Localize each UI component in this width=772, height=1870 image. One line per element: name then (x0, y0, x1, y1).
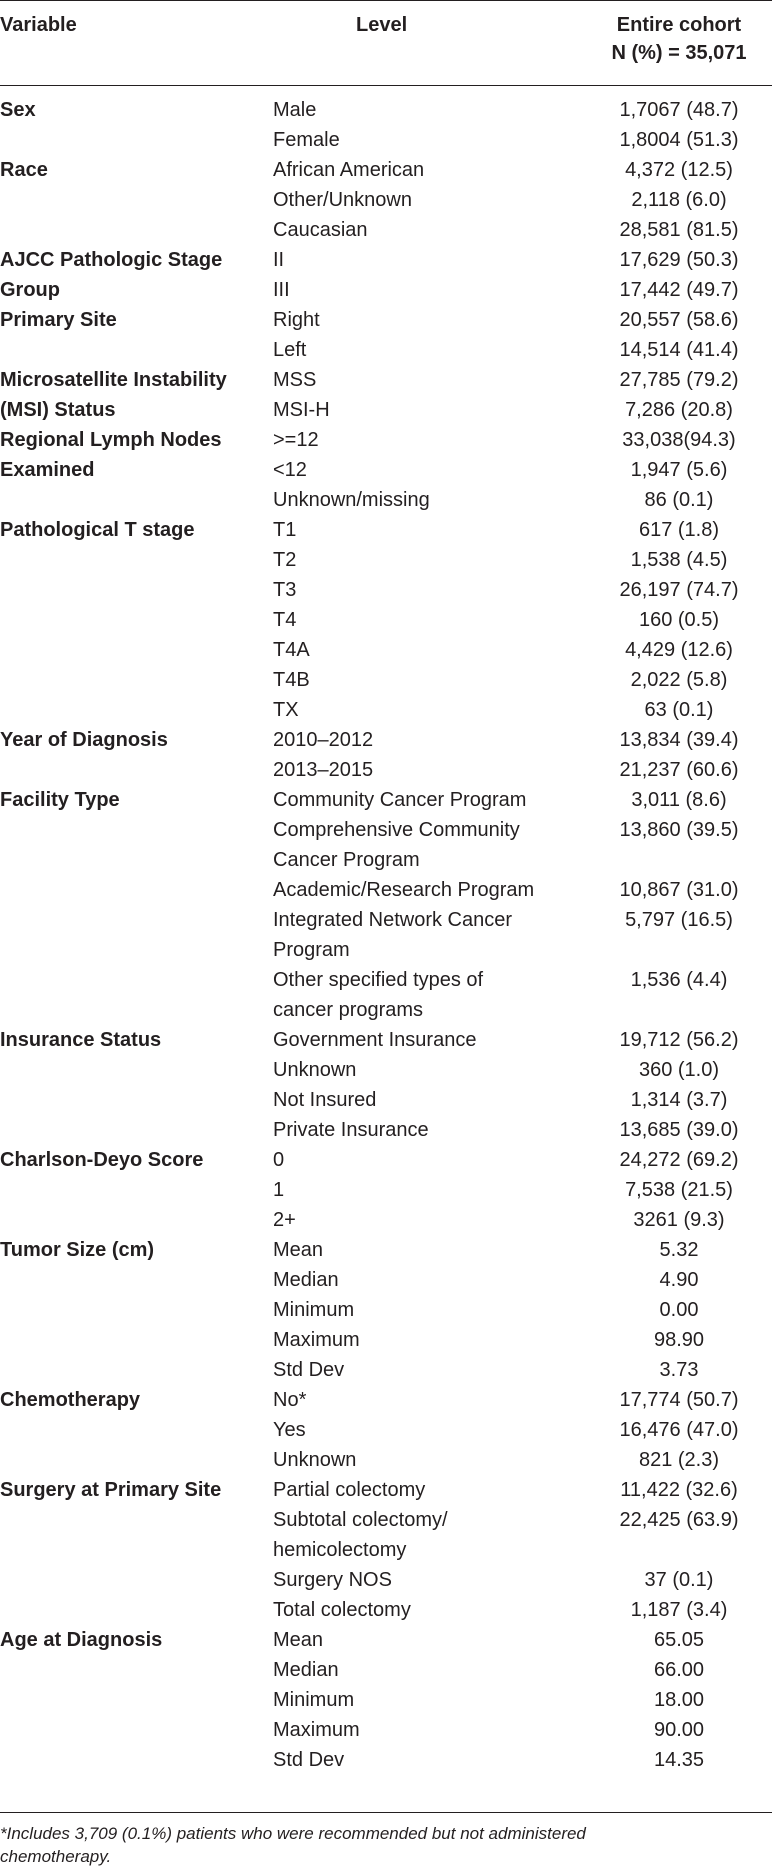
cohort-value-cell: 28,581 (81.5) (619, 219, 739, 241)
level-cell: Maximum (273, 1719, 360, 1741)
level-cell: Std Dev (273, 1359, 345, 1381)
level-cell: hemicolectomy (273, 1539, 407, 1561)
variable-label: Sex (0, 99, 36, 121)
level-cell: 2010–2012 (273, 729, 374, 751)
level-cell: MSI-H (273, 399, 330, 421)
cohort-value-cell: 16,476 (47.0) (619, 1419, 739, 1441)
cohort-value-cell: 26,197 (74.7) (619, 579, 739, 601)
level-cell: T3 (273, 579, 297, 601)
cohort-value-cell: 21,237 (60.6) (619, 759, 739, 781)
level-cell: Right (273, 309, 320, 331)
cohort-value-cell: 66.00 (653, 1659, 705, 1681)
level-cell: 2013–2015 (273, 759, 374, 781)
level-cell: Subtotal colectomy/ (273, 1509, 448, 1531)
bottom-rule (0, 1812, 772, 1813)
variable-label: Chemotherapy (0, 1389, 141, 1411)
cohort-value-cell: 7,286 (20.8) (625, 399, 733, 421)
level-cell: T4B (273, 669, 310, 691)
level-cell: Unknown/missing (273, 489, 430, 511)
cohort-value-cell: 27,785 (79.2) (619, 369, 739, 391)
cohort-value-cell: 821 (2.3) (638, 1449, 720, 1471)
variable-label: Regional Lymph Nodes (0, 429, 222, 451)
level-cell: Caucasian (273, 219, 368, 241)
level-cell: T2 (273, 549, 297, 571)
cohort-value-cell: 4.90 (659, 1269, 699, 1291)
level-cell: Yes (273, 1419, 306, 1441)
level-cell: III (273, 279, 290, 301)
variable-label: Primary Site (0, 309, 117, 331)
level-cell: Mean (273, 1629, 324, 1651)
level-cell: Std Dev (273, 1749, 345, 1771)
cohort-value-cell: 5.32 (659, 1239, 699, 1261)
footnote-line-2: chemotherapy. (0, 1847, 112, 1866)
cohort-value-cell: 90.00 (653, 1719, 705, 1741)
cohort-value-cell: 617 (1.8) (638, 519, 720, 541)
level-cell: Maximum (273, 1329, 360, 1351)
footnote-line-1: *Includes 3,709 (0.1%) patients who were recommended but not administered (0, 1824, 586, 1843)
cohort-value-cell: 360 (1.0) (638, 1059, 720, 1081)
variable-label: Microsatellite Instability (0, 369, 227, 391)
cohort-value-cell: 63 (0.1) (644, 699, 714, 721)
cohort-value-cell: 1,7067 (48.7) (619, 99, 739, 121)
cohort-value-cell: 86 (0.1) (644, 489, 714, 511)
level-cell: Program (273, 939, 350, 961)
level-cell: T1 (273, 519, 297, 541)
variable-label: Charlson-Deyo Score (0, 1149, 204, 1171)
cohort-value-cell: 18.00 (653, 1689, 705, 1711)
level-cell: Private Insurance (273, 1119, 429, 1141)
variable-label: Facility Type (0, 789, 120, 811)
cohort-value-cell: 17,629 (50.3) (619, 249, 739, 271)
cohort-value-cell: 2,022 (5.8) (630, 669, 728, 691)
level-cell: Academic/Research Program (273, 879, 535, 901)
variable-label: Examined (0, 459, 95, 481)
cohort-value-cell: 22,425 (63.9) (619, 1509, 739, 1531)
variable-label: Age at Diagnosis (0, 1629, 163, 1651)
level-cell: Surgery NOS (273, 1569, 392, 1591)
cohort-value-cell: 33,038(94.3) (622, 429, 736, 451)
cohort-value-cell: 10,867 (31.0) (619, 879, 739, 901)
cohort-value-cell: 3,011 (8.6) (631, 789, 727, 811)
level-cell: Not Insured (273, 1089, 377, 1111)
level-cell: Partial colectomy (273, 1479, 426, 1501)
cohort-value-cell: 5,797 (16.5) (625, 909, 733, 931)
level-cell: Other specified types of (273, 969, 484, 991)
cohort-value-cell: 160 (0.5) (638, 609, 720, 631)
level-cell: Minimum (273, 1299, 355, 1321)
level-cell: MSS (273, 369, 317, 391)
variable-label: Pathological T stage (0, 519, 195, 541)
cohort-value-cell: 17,774 (50.7) (619, 1389, 739, 1411)
variable-label: (MSI) Status (0, 399, 116, 421)
cohort-value-cell: 1,538 (4.5) (630, 549, 728, 571)
level-cell: Male (273, 99, 317, 121)
header-cohort-line2: N (%) = 35,071 (611, 42, 747, 64)
top-rule (0, 0, 772, 1)
cohort-value-cell: 14,514 (41.4) (619, 339, 739, 361)
variable-label: Race (0, 159, 48, 181)
level-cell: Unknown (273, 1449, 357, 1471)
level-cell: Government Insurance (273, 1029, 477, 1051)
cohort-value-cell: 1,187 (3.4) (630, 1599, 728, 1621)
cohort-value-cell: 14.35 (653, 1749, 705, 1771)
cohort-value-cell: 4,372 (12.5) (625, 159, 733, 181)
variable-label: AJCC Pathologic Stage (0, 249, 223, 271)
cohort-value-cell: 13,685 (39.0) (619, 1119, 739, 1141)
level-cell: >=12 (273, 429, 319, 451)
cohort-value-cell: 1,536 (4.4) (630, 969, 728, 991)
cohort-value-cell: 98.90 (653, 1329, 705, 1351)
header-level: Level (356, 14, 408, 36)
cohort-value-cell: 20,557 (58.6) (619, 309, 739, 331)
cohort-value-cell: 0.00 (659, 1299, 699, 1321)
header-variable: Variable (0, 14, 77, 36)
cohort-value-cell: 2,118 (6.0) (631, 189, 727, 211)
level-cell: Comprehensive Community (273, 819, 520, 841)
cohort-value-cell: 7,538 (21.5) (625, 1179, 733, 1201)
level-cell: Integrated Network Cancer (273, 909, 513, 931)
cohort-value-cell: 13,860 (39.5) (619, 819, 739, 841)
cohort-value-cell: 24,272 (69.2) (619, 1149, 739, 1171)
level-cell: 1 (273, 1179, 285, 1201)
variable-label: Group (0, 279, 60, 301)
level-cell: Total colectomy (273, 1599, 411, 1621)
cohort-value-cell: 37 (0.1) (644, 1569, 714, 1591)
level-cell: Cancer Program (273, 849, 420, 871)
cohort-value-cell: 19,712 (56.2) (619, 1029, 739, 1051)
level-cell: T4 (273, 609, 297, 631)
level-cell: Minimum (273, 1689, 355, 1711)
level-cell: 0 (273, 1149, 285, 1171)
cohort-value-cell: 13,834 (39.4) (619, 729, 739, 751)
level-cell: African American (273, 159, 425, 181)
level-cell: Left (273, 339, 307, 361)
level-cell: cancer programs (273, 999, 424, 1021)
variable-label: Insurance Status (0, 1029, 162, 1051)
level-cell: Unknown (273, 1059, 357, 1081)
cohort-value-cell: 1,8004 (51.3) (619, 129, 739, 151)
level-cell: <12 (273, 459, 307, 481)
level-cell: II (273, 249, 285, 271)
cohort-value-cell: 1,314 (3.7) (630, 1089, 728, 1111)
level-cell: Other/Unknown (273, 189, 412, 211)
variable-label: Surgery at Primary Site (0, 1479, 222, 1501)
cohort-value-cell: 17,442 (49.7) (619, 279, 739, 301)
level-cell: T4A (273, 639, 310, 661)
header-cohort-line1: Entire cohort (616, 14, 742, 36)
level-cell: Community Cancer Program (273, 789, 527, 811)
level-cell: Mean (273, 1239, 324, 1261)
cohort-value-cell: 1,947 (5.6) (630, 459, 728, 481)
level-cell: No* (273, 1389, 307, 1411)
cohort-value-cell: 4,429 (12.6) (625, 639, 733, 661)
cohort-value-cell: 3261 (9.3) (633, 1209, 725, 1231)
level-cell: Female (273, 129, 340, 151)
variable-label: Tumor Size (cm) (0, 1239, 155, 1261)
level-cell: TX (273, 699, 299, 721)
variable-label: Year of Diagnosis (0, 729, 168, 751)
cohort-value-cell: 3.73 (659, 1359, 699, 1381)
level-cell: Median (273, 1659, 339, 1681)
cohort-value-cell: 65.05 (653, 1629, 705, 1651)
cohort-value-cell: 11,422 (32.6) (620, 1479, 738, 1501)
level-cell: 2+ (273, 1209, 296, 1231)
header-rule (0, 85, 772, 86)
level-cell: Median (273, 1269, 339, 1291)
